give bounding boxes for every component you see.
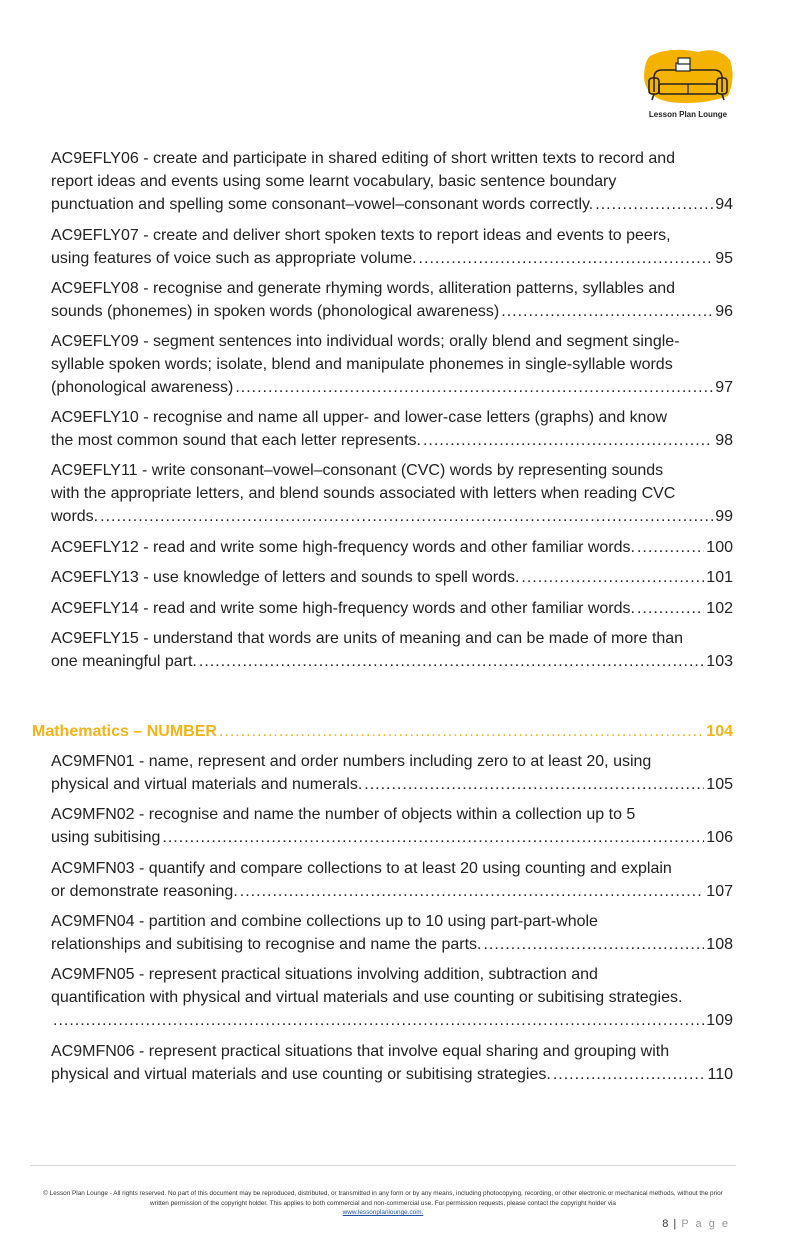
dot-leader: [553, 1063, 706, 1086]
dot-leader: [637, 597, 704, 620]
toc-entry-text: (phonological awareness): [51, 379, 234, 396]
logo-text: Lesson Plan Lounge: [648, 110, 728, 119]
toc-entry-text: relationships and subitising to recognise and name the parts.: [51, 936, 482, 953]
page-separator: |: [669, 1218, 682, 1230]
dot-leader: [423, 429, 713, 452]
toc-entry-text: physical and virtual materials and numerals.: [51, 776, 363, 793]
toc-entry-text: words.: [51, 508, 99, 525]
toc-entry-line: AC9EFLY11 - write consonant–vowel–consonant (CVC) words by representing sounds: [51, 462, 664, 479]
toc-entry-line: syllable spoken words; isolate, blend and manipulate phonemes in single-syllable words: [51, 356, 673, 373]
section-title: Mathematics – NUMBER: [32, 723, 217, 740]
toc-entry-text: using subitising: [51, 829, 161, 846]
toc-entry[interactable]: [51, 803, 733, 849]
sofa-icon: [640, 48, 736, 108]
toc-page-number: 109: [706, 1012, 733, 1029]
toc-entry-text: one meaningful part.: [51, 653, 197, 670]
toc-page-number: 95: [715, 250, 733, 267]
toc-entry-text: AC9EFLY13 - use knowledge of letters and sounds to spell words.: [51, 569, 520, 586]
toc-page-number: 110: [707, 1066, 733, 1083]
website-link[interactable]: www.lessonplanlounge.com.: [342, 1209, 424, 1216]
toc-page-number: 96: [715, 303, 733, 320]
toc-page-number: 94: [715, 196, 733, 213]
footer-divider: [30, 1165, 736, 1166]
section-heading[interactable]: [32, 720, 733, 743]
dot-leader: [199, 650, 704, 673]
toc-entry[interactable]: [51, 910, 733, 956]
dot-leader: [364, 773, 704, 796]
page-number-value: 8: [662, 1218, 670, 1230]
dot-leader: [419, 247, 714, 270]
dot-leader: [100, 505, 713, 528]
toc-entry[interactable]: [51, 536, 733, 559]
toc-page-number: 99: [715, 508, 733, 525]
toc-page-number: 108: [706, 936, 733, 953]
copyright-text: © Lesson Plan Lounge - All rights reserved. No part of this document may be reproduced, distributed, or transmitted in any form or by any means, including photocopying, recording, or other electronic or mechanical methods, without the prior written permission of the copyright holder. This applies to both commercial and non-commercial use. For permission requests, please contact the copyright holder via: [43, 1190, 723, 1207]
toc-entry[interactable]: [51, 459, 733, 528]
toc-entry-text: AC9EFLY14 - read and write some high-frequency words and other familiar words.: [51, 600, 635, 617]
dot-leader: [483, 933, 704, 956]
toc-entry[interactable]: [51, 147, 733, 216]
toc-entry[interactable]: [51, 963, 733, 1032]
toc-entry-line: AC9MFN04 - partition and combine collections up to 10 using part-part-whole: [51, 913, 598, 930]
toc-page-number: 102: [706, 600, 733, 617]
toc-entry[interactable]: [51, 857, 733, 903]
toc-entry-text: AC9EFLY12 - read and write some high-frequency words and other familiar words.: [51, 539, 635, 556]
toc-entry-text: the most common sound that each letter represents.: [51, 432, 421, 449]
toc-entry-text: using features of voice such as appropriate volume.: [51, 250, 417, 267]
dot-leader: [235, 376, 713, 399]
copyright-notice: [36, 1189, 730, 1218]
toc-entry-line: AC9MFN02 - recognise and name the number of objects within a collection up to 5: [51, 806, 636, 823]
toc-entry[interactable]: [51, 277, 733, 323]
toc-entry[interactable]: [51, 566, 733, 589]
page-number: [662, 1218, 730, 1230]
toc-page-number: 97: [715, 379, 733, 396]
logo: [640, 48, 736, 122]
dot-leader: [501, 300, 713, 323]
toc-entry-text: physical and virtual materials and use counting or subitising strategies.: [51, 1066, 551, 1083]
toc-page-number: 101: [706, 569, 733, 586]
toc-page-number: 100: [706, 539, 733, 556]
toc-entry[interactable]: [51, 1040, 733, 1086]
toc-entry[interactable]: [51, 627, 733, 673]
dot-leader: [162, 826, 704, 849]
toc-entry-line: with the appropriate letters, and blend sounds associated with letters when reading CVC: [51, 485, 676, 502]
toc-entry-line: AC9MFN06 - represent practical situations that involve equal sharing and grouping with: [51, 1043, 670, 1060]
toc-entry[interactable]: [51, 224, 733, 270]
toc-entry[interactable]: [51, 330, 733, 399]
toc-entry[interactable]: [51, 750, 733, 796]
page-word: P a g e: [681, 1218, 730, 1230]
toc-entry-line: AC9EFLY10 - recognise and name all upper- and lower-case letters (graphs) and know: [51, 409, 668, 426]
toc-entry-line: AC9MFN01 - name, represent and order numbers including zero to at least 20, using: [51, 753, 652, 770]
toc-entry-line: AC9EFLY07 - create and deliver short spoken texts to report ideas and events to peers,: [51, 227, 671, 244]
dot-leader: [595, 193, 713, 216]
dot-leader: [53, 1009, 704, 1032]
toc-page-number: 98: [715, 432, 733, 449]
dot-leader: [240, 880, 705, 903]
toc-entry-line: AC9EFLY06 - create and participate in shared editing of short written texts to record and: [51, 150, 676, 167]
toc-entry-line: AC9EFLY15 - understand that words are units of meaning and can be made of more than: [51, 630, 684, 647]
toc-entry-line: AC9MFN05 - represent practical situations involving addition, subtraction and: [51, 966, 598, 983]
toc-entry-line: AC9EFLY08 - recognise and generate rhyming words, alliteration patterns, syllables and: [51, 280, 676, 297]
toc-entry[interactable]: [51, 406, 733, 452]
toc-entry-line: AC9MFN03 - quantify and compare collections to at least 20 using counting and explain: [51, 860, 672, 877]
toc-page-number: 107: [706, 883, 733, 900]
toc-entry-line: report ideas and events using some learnt vocabulary, basic sentence boundary: [51, 173, 617, 190]
toc-page-number: 103: [706, 653, 733, 670]
dot-leader: [521, 566, 704, 589]
toc-entry-line: quantification with physical and virtual materials and use counting or subitising strategies.: [51, 989, 683, 1006]
toc-page-number: 106: [706, 829, 733, 846]
toc-entry-line: AC9EFLY09 - segment sentences into individual words; orally blend and segment single-: [51, 333, 680, 350]
toc-entry-text: sounds (phonemes) in spoken words (phonological awareness): [51, 303, 500, 320]
toc-entry-text: or demonstrate reasoning.: [51, 883, 238, 900]
toc-entry[interactable]: [51, 597, 733, 620]
toc-page-number: 105: [706, 776, 733, 793]
toc-entry-text: punctuation and spelling some consonant–vowel–consonant words correctly.: [51, 196, 594, 213]
dot-leader: [637, 536, 704, 559]
section-page-number: 104: [706, 723, 733, 740]
dot-leader: [219, 720, 704, 743]
